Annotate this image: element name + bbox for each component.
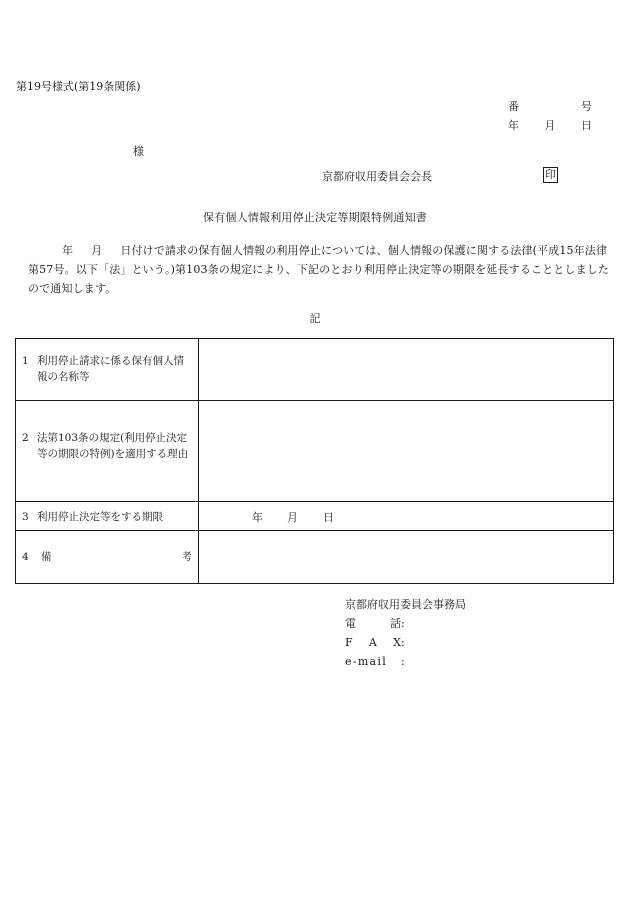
issue-date-day: 日 [581, 119, 592, 132]
fax-label [345, 636, 401, 650]
items-table [15, 338, 614, 584]
item-number: 4 [22, 551, 29, 563]
form-number: 第19号様式(第19条関係) [16, 80, 141, 93]
remarks-label-b: 考 [181, 551, 192, 563]
item-label-cell [16, 531, 199, 584]
table-row [16, 339, 614, 401]
table-row [16, 531, 614, 584]
footer-email-row [345, 655, 407, 669]
item-label: 利用停止請求に係る保有個人情報の名称等 [37, 355, 184, 383]
item-label: 利用停止決定等をする期限 [37, 511, 163, 523]
issue-date-year: 年 [508, 119, 519, 132]
item-value-cell [199, 401, 614, 502]
table-row [16, 401, 614, 502]
email-label: e-mail [345, 655, 388, 668]
table-row [16, 502, 614, 531]
fax-label-b: A [368, 636, 377, 649]
ki-heading: 記 [309, 312, 321, 325]
item-label: 法第103条の規定(利用停止決定等の期限の特例)を適用する理由 [37, 432, 189, 460]
phone-label-b: 話 [390, 617, 401, 630]
fax-label-a: F [345, 636, 353, 649]
body-date-month: 月 [91, 244, 103, 257]
sender-name: 京都府収用委員会会長 [322, 170, 432, 183]
body-paragraph [28, 241, 616, 298]
item-label-cell [16, 339, 199, 401]
phone-label-a: 電 [345, 617, 356, 630]
phone-label [345, 617, 401, 631]
issue-date-month: 月 [544, 119, 556, 132]
deadline-month: 月 [287, 511, 298, 524]
item-number: 2 [22, 432, 29, 444]
remarks-label-a: 備 [41, 551, 52, 563]
item-label-cell [16, 502, 199, 531]
phone-colon: : [401, 617, 405, 630]
item-value-cell [199, 531, 614, 584]
footer-fax-row [345, 636, 407, 650]
footer-phone-row [345, 617, 407, 631]
item-label-cell [16, 401, 199, 502]
item-value-cell [199, 339, 614, 401]
reference-go: 号 [581, 100, 592, 113]
deadline-day: 日 [323, 511, 334, 524]
reference-ban: 番 [508, 100, 519, 113]
deadline-date-cell [199, 502, 614, 531]
body-date-rest: 日付けで請求の保有個人情報の利用停止については、個人情報の保護に関する法律(平成15年法律第57号。以下「法」という。)第103条の規定により、下記のとおり利用停止決定等の期限を延長することとしましたので通知します。 [28, 244, 610, 295]
document-title: 保有個人情報利用停止決定等期限特例通知書 [203, 211, 427, 224]
seal-mark: 印 [545, 168, 556, 181]
item-number: 3 [22, 511, 29, 523]
item-number: 1 [22, 355, 29, 367]
email-colon: : [401, 655, 405, 668]
reference-number-line [508, 100, 592, 114]
footer-organization: 京都府収用委員会事務局 [345, 598, 466, 611]
recipient-suffix: 様 [133, 145, 144, 158]
deadline-year: 年 [252, 511, 263, 524]
body-date-year: 年 [62, 244, 74, 257]
fax-label-c: X [393, 636, 401, 649]
issue-date-line [508, 119, 592, 133]
fax-colon: : [401, 636, 405, 649]
